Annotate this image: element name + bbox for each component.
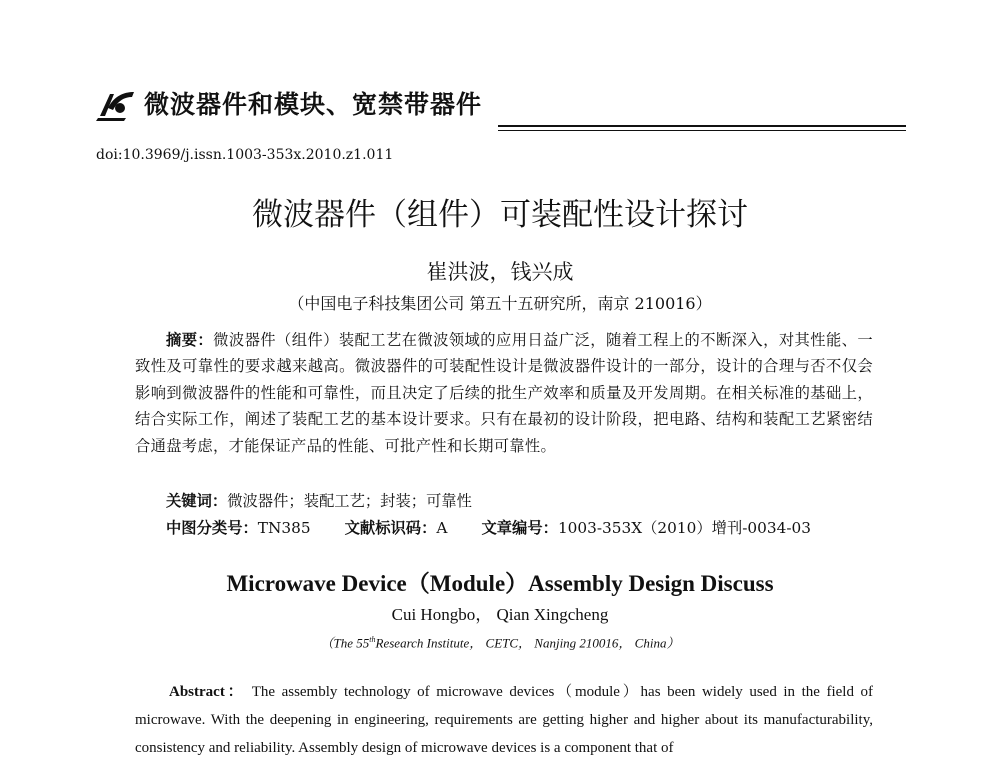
abstract-cn-text: 微波器件（组件）装配工艺在微波领域的应用日益广泛，随着工程上的不断深入，对其性能、一致性及可靠性的要求越来越高。微波器件的可装配性设计是微波器件设计的一部分，设计的合理与否不仅会影响到微波器件的性能和可靠性，而且决定了后续的批生产效率和质量及开发周期。在相关标准的基础上，结合实际工作，阐述了装配工艺的基本设计要求。只有在最初的设计阶段，把电路、结构和装配工艺紧密结合通盘考虑，才能保证产品的性能、可批产性和长期可靠性。	[135, 331, 873, 455]
clc-label: 中图分类号：	[166, 519, 258, 537]
article-no-value: 1003-353X（2010）增刊-0034-03	[557, 519, 811, 537]
article-no-label: 文章编号：	[481, 519, 558, 537]
abstract-en-text: The assembly technology of microwave devices（module）has been widely used in the field of microwave. With the deepening in engineering, requirements are getting higher and higher about its manufacturability, consistency and reliability. Assembly design of microwave devices is a component that of	[135, 684, 873, 756]
keywords-label: 关键词：	[166, 492, 228, 510]
classification-line	[166, 517, 811, 539]
doc-code-value: A	[436, 519, 448, 537]
clc-value: TN385	[257, 519, 311, 537]
header-rule	[498, 125, 906, 127]
keywords-cn	[166, 490, 472, 512]
affiliation-cn: （中国电子科技集团公司 第五十五研究所，南京 210016）	[288, 294, 712, 313]
section-logo-icon	[96, 88, 136, 122]
affil-en-sup: th	[369, 635, 376, 644]
affil-en-open: （The 55	[320, 635, 370, 651]
doc-code-label: 文献标识码：	[344, 519, 437, 537]
keywords-text: 微波器件；装配工艺；封装；可靠性	[227, 492, 472, 510]
authors-en: Cui Hongbo， Qian Xingcheng	[391, 605, 609, 624]
abstract-en	[135, 678, 873, 762]
doi: doi:10.3969/j.issn.1003-353x.2010.z1.011	[96, 147, 394, 163]
paper-title-cn: 微波器件（组件）可装配性设计探讨	[252, 197, 748, 233]
authors-cn: 崔洪波，钱兴成	[426, 260, 574, 284]
affiliation-en	[0, 630, 1000, 653]
header-rule-thin	[498, 130, 906, 131]
affil-en-rest: Research Institute， CETC， Nanjing 210016， China）	[375, 635, 680, 651]
abstract-cn	[135, 327, 873, 459]
abstract-en-label: Abstract：	[169, 684, 246, 700]
paper-title-en: Microwave Device（Module）Assembly Design Discuss	[226, 571, 774, 596]
abstract-cn-label: 摘要：	[166, 331, 214, 349]
section-title: 微波器件和模块、宽禁带器件	[144, 90, 483, 119]
